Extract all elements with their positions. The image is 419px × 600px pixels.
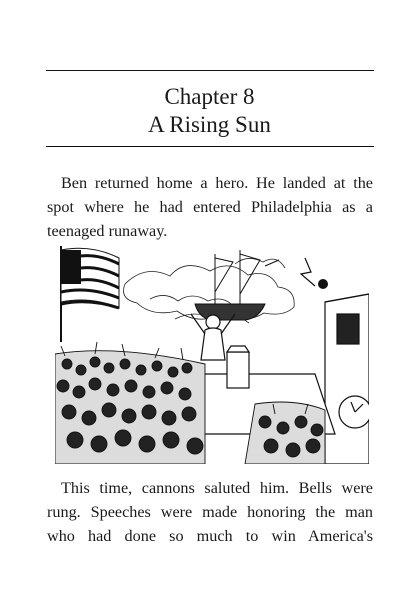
paragraph-line: This time, cannons saluted him. Bells were <box>61 479 373 497</box>
paragraph-line: Ben returned home a hero. He landed at the <box>61 174 373 192</box>
bottom-rule <box>46 146 374 147</box>
paragraph-2 <box>47 476 373 548</box>
illustration-crowd-scene <box>55 244 369 464</box>
building <box>325 294 369 464</box>
paragraph-line: teenaged runaway. <box>47 222 168 240</box>
cannon-ball <box>301 258 328 289</box>
flag <box>61 246 119 342</box>
paragraph-line: spot where he had entered Philadelphia as a <box>47 198 373 216</box>
paragraph-line: who had done so much to win America's <box>47 527 373 545</box>
chapter-title: A Rising Sun <box>148 112 271 137</box>
paragraph-line: rung. Speeches were made honoring the man <box>47 503 373 521</box>
top-rule <box>46 70 374 71</box>
chapter-number: Chapter 8 <box>164 84 255 109</box>
crowd <box>55 342 325 464</box>
paragraph-1 <box>47 171 373 243</box>
